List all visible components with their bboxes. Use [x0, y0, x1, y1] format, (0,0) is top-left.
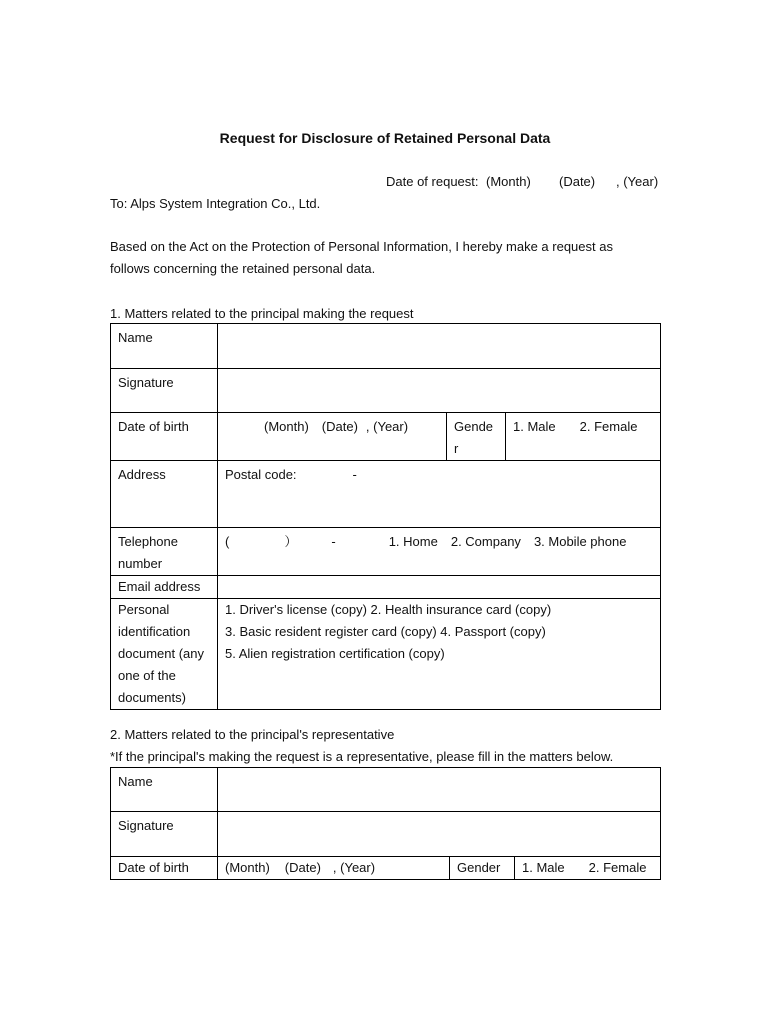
id-label-line: one of the	[118, 668, 176, 683]
principal-signature-row	[111, 369, 661, 413]
section1-heading: 1. Matters related to the principal making the request	[110, 306, 414, 321]
rep-signature-row	[111, 812, 661, 857]
telephone-field[interactable]	[218, 528, 661, 576]
addressee-line: To: Alps System Integration Co., Ltd.	[110, 196, 321, 211]
rep-dob-field[interactable]	[218, 857, 450, 880]
gender-label-line-2: r	[454, 441, 459, 456]
address-label: Address	[111, 461, 218, 528]
dob-year: , (Year)	[365, 419, 409, 434]
tel-company-option[interactable]: 2. Company	[450, 534, 521, 549]
id-option-line[interactable]: 3. Basic resident register card (copy) 4. Passport (copy)	[225, 624, 546, 639]
email-field[interactable]	[218, 576, 661, 599]
principal-email-row	[111, 576, 661, 599]
rep-gender-female-option[interactable]: 2. Female	[588, 860, 647, 875]
principal-address-row	[111, 461, 661, 528]
postal-code-dash: -	[352, 467, 357, 482]
signature-label: Signature	[111, 369, 218, 413]
signature-field[interactable]	[218, 369, 661, 413]
tel-dash: -	[331, 534, 336, 549]
gender-label	[447, 413, 506, 461]
rep-dob-year: , (Year)	[332, 860, 376, 875]
principal-name-row	[111, 324, 661, 369]
tel-home-option[interactable]: 1. Home	[388, 534, 438, 549]
rep-gender-options	[515, 857, 661, 880]
name-label: Name	[111, 324, 218, 369]
tel-mobile-option[interactable]: 3. Mobile phone	[533, 534, 627, 549]
gender-female-option[interactable]: 2. Female	[579, 419, 638, 434]
id-option-line[interactable]: 5. Alien registration certification (copy)	[225, 646, 445, 661]
dob-date: (Date)	[321, 419, 358, 434]
principal-table	[110, 323, 661, 710]
rep-gender-male-option[interactable]: 1. Male	[522, 860, 565, 875]
rep-signature-field[interactable]	[218, 812, 661, 857]
request-year: , (Year)	[616, 174, 659, 189]
postal-code-label: Postal code:	[225, 467, 297, 482]
id-option-line[interactable]: 1. Driver's license (copy) 2. Health insurance card (copy)	[225, 602, 552, 617]
section2-note: *If the principal's making the request is a representative, please fill in the matters below.	[110, 749, 614, 764]
rep-dob-date: (Date)	[284, 860, 321, 875]
request-month: (Month)	[486, 174, 531, 189]
rep-dob-label: Date of birth	[111, 857, 218, 880]
telephone-label-line-1: Telephone	[118, 534, 178, 549]
intro-line-1: Based on the Act on the Protection of Personal Information, I hereby make a request as	[110, 239, 613, 254]
telephone-label	[111, 528, 218, 576]
section2-heading: 2. Matters related to the principal's representative	[110, 727, 395, 742]
date-of-request-label: Date of request:	[386, 174, 479, 189]
tel-open-paren: (	[225, 534, 230, 549]
id-label-line: document (any	[118, 646, 204, 661]
request-date: (Date)	[559, 174, 596, 189]
id-label-line: identification	[118, 624, 191, 639]
dob-label: Date of birth	[111, 413, 218, 461]
telephone-label-line-2: number	[118, 556, 163, 571]
document-title: Request for Disclosure of Retained Personal Data	[219, 130, 551, 146]
id-label-line: documents)	[118, 690, 186, 705]
id-label-line: Personal	[118, 602, 170, 617]
intro-line-2: follows concerning the retained personal data.	[110, 261, 376, 276]
principal-id-document-row	[111, 599, 661, 710]
rep-name-field[interactable]	[218, 768, 661, 812]
email-label: Email address	[111, 576, 218, 599]
rep-name-row	[111, 768, 661, 812]
representative-table	[110, 767, 661, 880]
rep-dob-row	[111, 857, 661, 880]
rep-name-label: Name	[111, 768, 218, 812]
tel-close-paren: ）	[284, 534, 298, 549]
rep-gender-label: Gender	[450, 857, 515, 880]
gender-options	[506, 413, 661, 461]
id-document-label	[111, 599, 218, 710]
principal-dob-row	[111, 413, 661, 461]
rep-dob-month: (Month)	[225, 860, 270, 875]
dob-field[interactable]	[218, 413, 447, 461]
dob-month: (Month)	[264, 419, 309, 434]
id-document-options	[218, 599, 661, 710]
rep-signature-label: Signature	[111, 812, 218, 857]
name-field[interactable]	[218, 324, 661, 369]
address-field[interactable]	[218, 461, 661, 528]
gender-label-line-1: Gende	[454, 419, 494, 434]
gender-male-option[interactable]: 1. Male	[513, 419, 556, 434]
principal-telephone-row	[111, 528, 661, 576]
